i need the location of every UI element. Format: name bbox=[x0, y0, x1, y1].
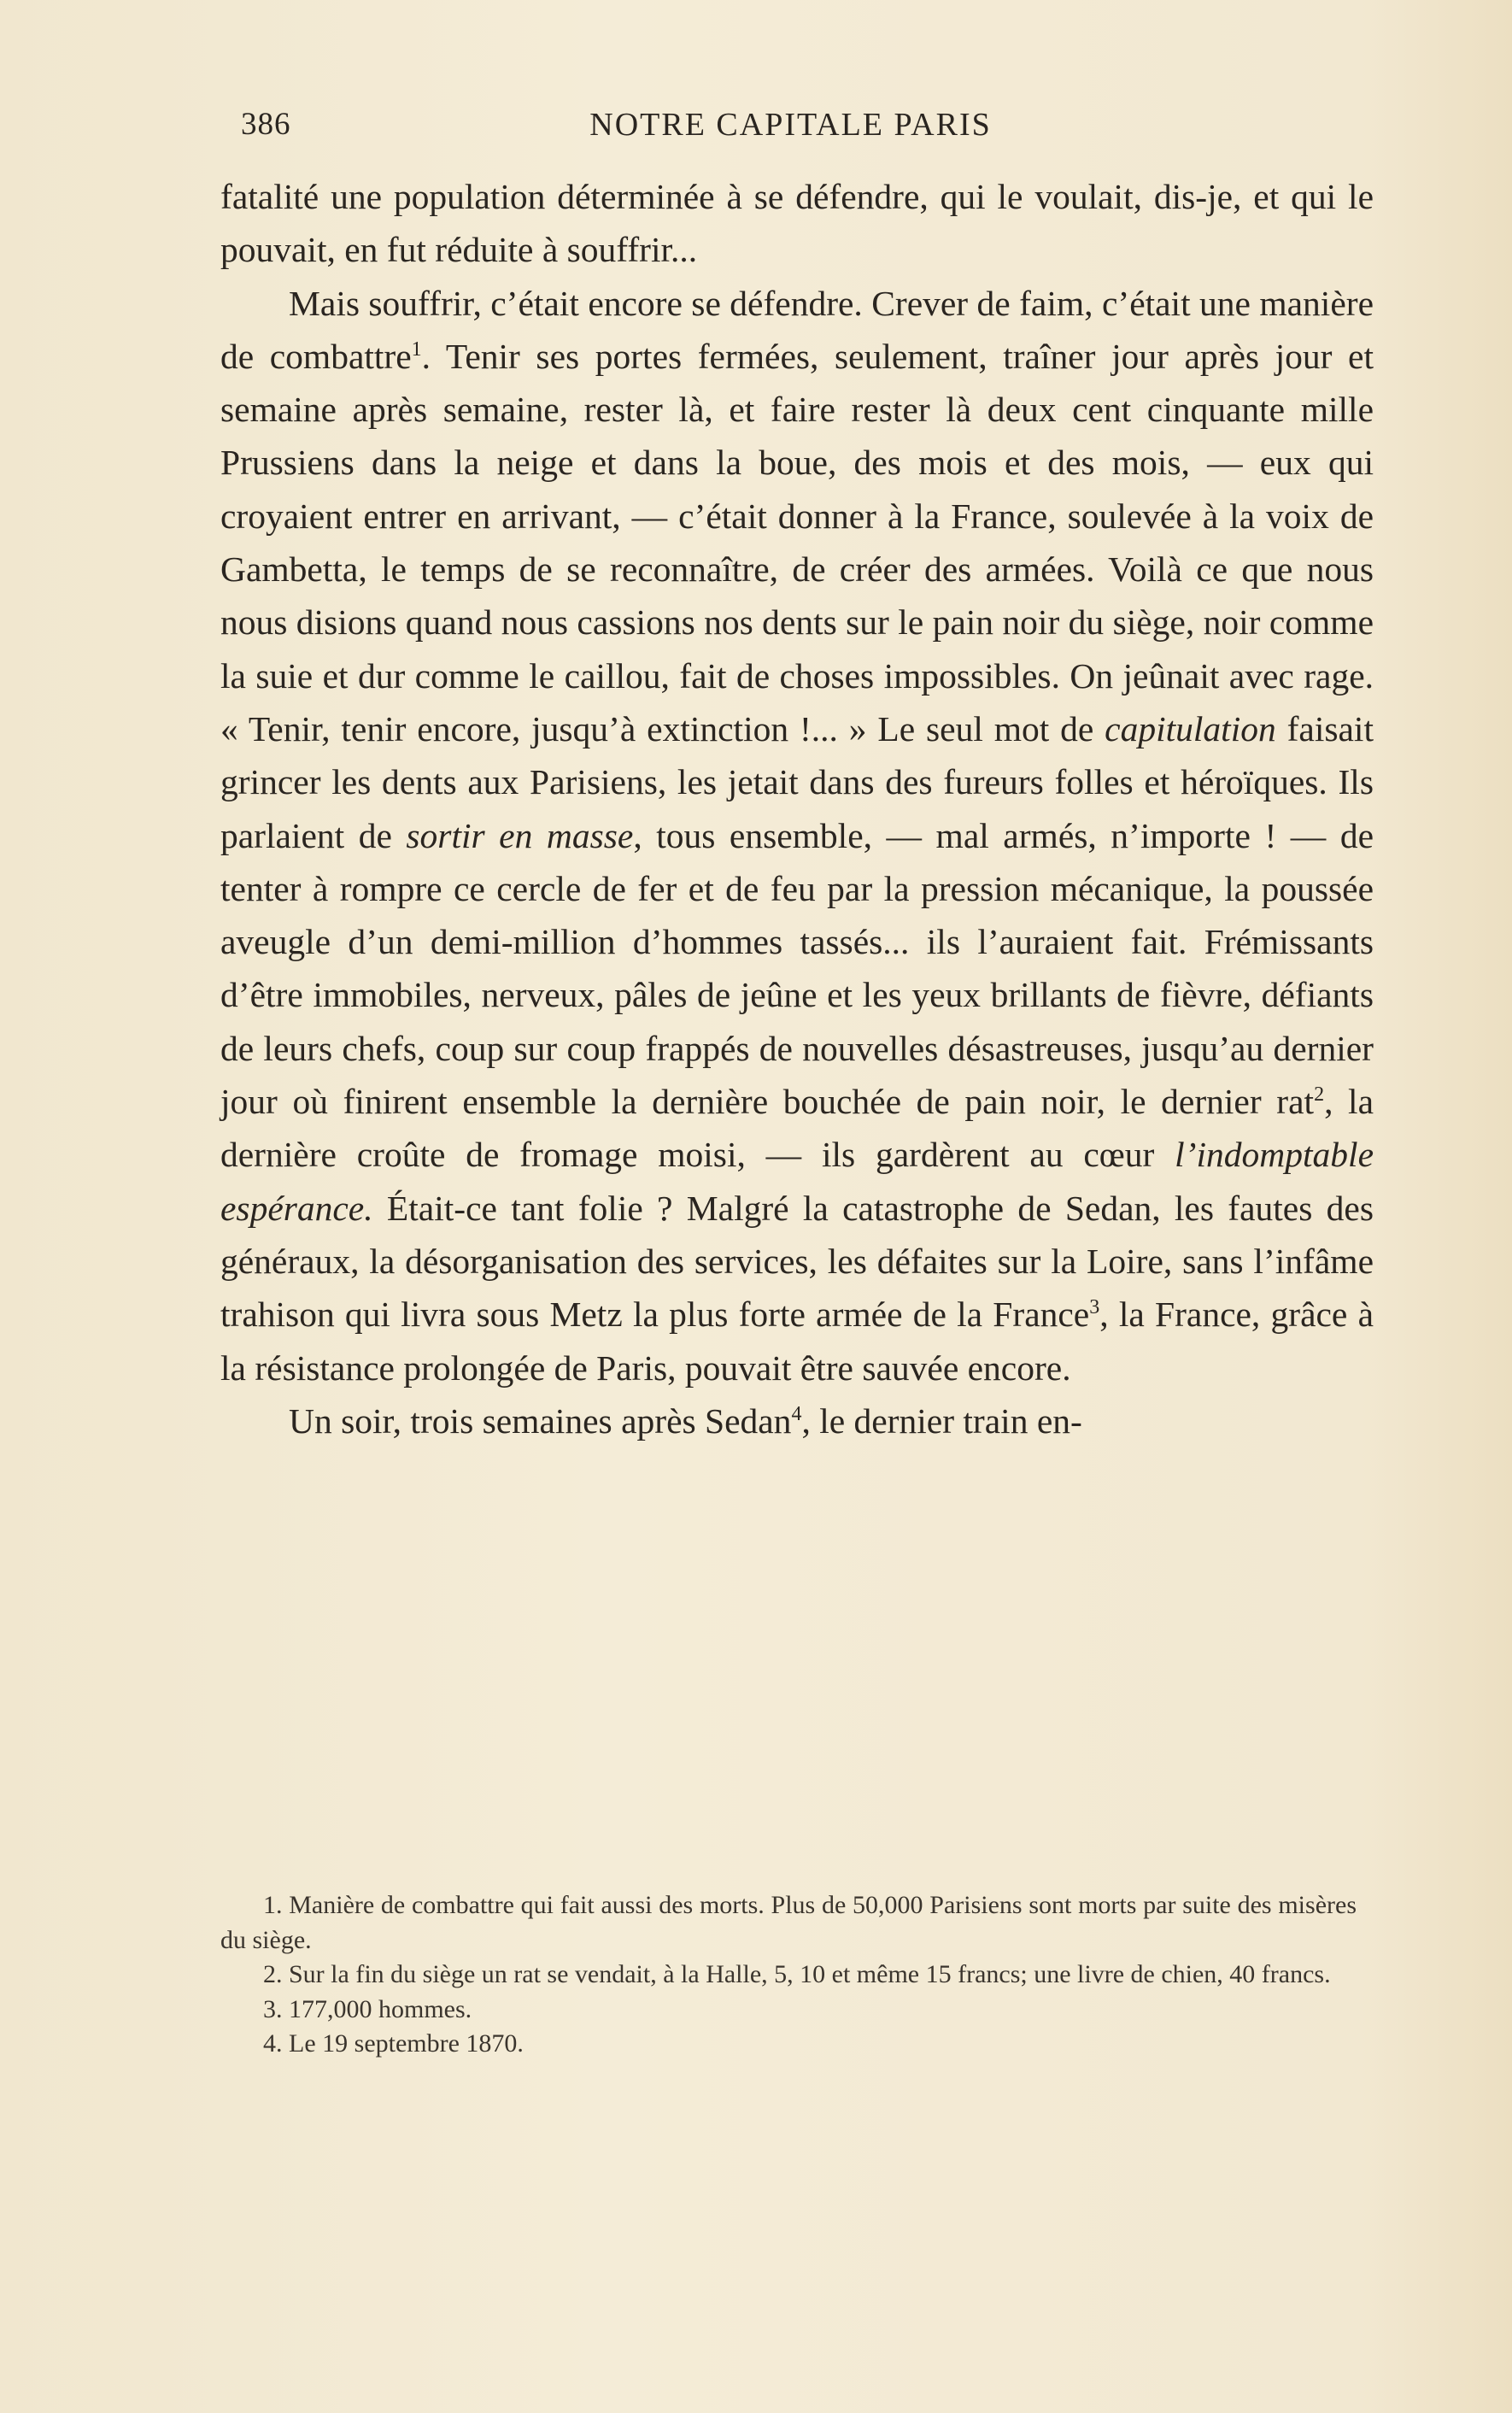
paragraph-3-text-b: , le dernier train en- bbox=[801, 1400, 1082, 1441]
footnote-4: 4. Le 19 septembre 1870. bbox=[263, 2029, 524, 2058]
footnote-ref-2[interactable]: 2 bbox=[1314, 1083, 1325, 1107]
page-header bbox=[220, 106, 1361, 157]
footnote-1: 1. Manière de combattre qui fait aussi des morts. Plus de 50,000 Parisiens sont morts par suite des misères du siège. bbox=[220, 1891, 1357, 1954]
paragraph-2-text-b: . Tenir ses portes fermées, seulement, traîner jour après jour et semaine après semaine, rester là, et faire rester là deux cent cinquante mille Prussiens dans la neige et dans la boue, des mois et des mois, — eux qui croyaient entrer en arrivant, — c’était donner à la France, soulevée à la voix de Gambetta, le temps de se reconnaître, de créer des armées. Voilà ce que nous nous disions quand nous cassions nos dents sur le pain noir du siège, noir comme la suie et dur comme le caillou, fait de choses impossibles. On jeûnait avec rage. « Tenir, tenir encore, jusqu’à extinction !... » Le seul mot de bbox=[220, 336, 1374, 749]
emphasis-capitulation: capitulation bbox=[1105, 708, 1276, 749]
footnote-3: 3. 177,000 hommes. bbox=[263, 1994, 472, 2023]
emphasis-sortir-en-masse: sortir en masse bbox=[406, 815, 634, 855]
footnote-ref-1[interactable]: 1 bbox=[411, 338, 422, 361]
paragraph-2-text-e: , la dernière croûte de fromage moisi, — ils gardèrent au cœur bbox=[220, 1082, 1374, 1175]
paragraph-3-text-a: Un soir, trois semaines après Sedan bbox=[289, 1400, 792, 1441]
footnote-ref-3[interactable]: 3 bbox=[1089, 1296, 1100, 1319]
page-number: 386 bbox=[241, 107, 291, 142]
paragraph-2-text-d: , tous ensemble, — mal armés, n’importe ! — de tenter à rompre ce cercle de fer et de feu par la pression mécanique, la poussée aveugle d’un demi-million d’hommes tassés... ils l’auraient fait. Frémissants d’être immobiles, nerveux, pâles de jeûne et les yeux brillants de fièvre, défiants de leurs chefs, coup sur coup frappés de nouvelles désastreuses, jusqu’au dernier jour où finirent ensemble la dernière bouchée de pain noir, le dernier rat bbox=[220, 815, 1374, 1122]
paragraph-1 bbox=[220, 170, 1374, 277]
footnotes bbox=[220, 1888, 1357, 2062]
emphasis-indomptable-esperance: l’indomptable espérance. bbox=[220, 1135, 1374, 1228]
paragraph-2-text-a: Mais souffrir, c’était encore se défendre. Crever de faim, c’était une manière de combattre bbox=[220, 283, 1374, 376]
paragraph-2-text-g: , la France, grâce à la résistance prolongée de Paris, pouvait être sauvée encore. bbox=[220, 1295, 1374, 1388]
paragraph-2-text-f: Était-ce tant folie ? Malgré la catastrophe de Sedan, les fautes des généraux, la désorganisation des services, les défaites sur la Loire, sans l’infâme trahison qui livra sous Metz la plus forte armée de la France bbox=[220, 1188, 1374, 1335]
paragraph-2 bbox=[220, 277, 1374, 1394]
footnote-2: 2. Sur la fin du siège un rat se vendait, à la Halle, 5, 10 et même 15 francs; une livre de chien, 40 francs. bbox=[263, 1960, 1331, 1988]
paragraph-2-text-c: faisait grincer les dents aux Parisiens, les jetait dans des fureurs folles et héroïques. Ils parlaient de bbox=[220, 708, 1374, 855]
footnote-ref-4[interactable]: 4 bbox=[791, 1403, 802, 1425]
paragraph-1-text: fatalité une population déterminée à se défendre, qui le voulait, dis-je, et qui le pouvait, en fut réduite à souffrir... bbox=[220, 177, 1374, 270]
main-text bbox=[220, 170, 1374, 1447]
paragraph-3 bbox=[220, 1394, 1374, 1447]
running-title: NOTRE CAPITALE PARIS bbox=[589, 107, 992, 143]
